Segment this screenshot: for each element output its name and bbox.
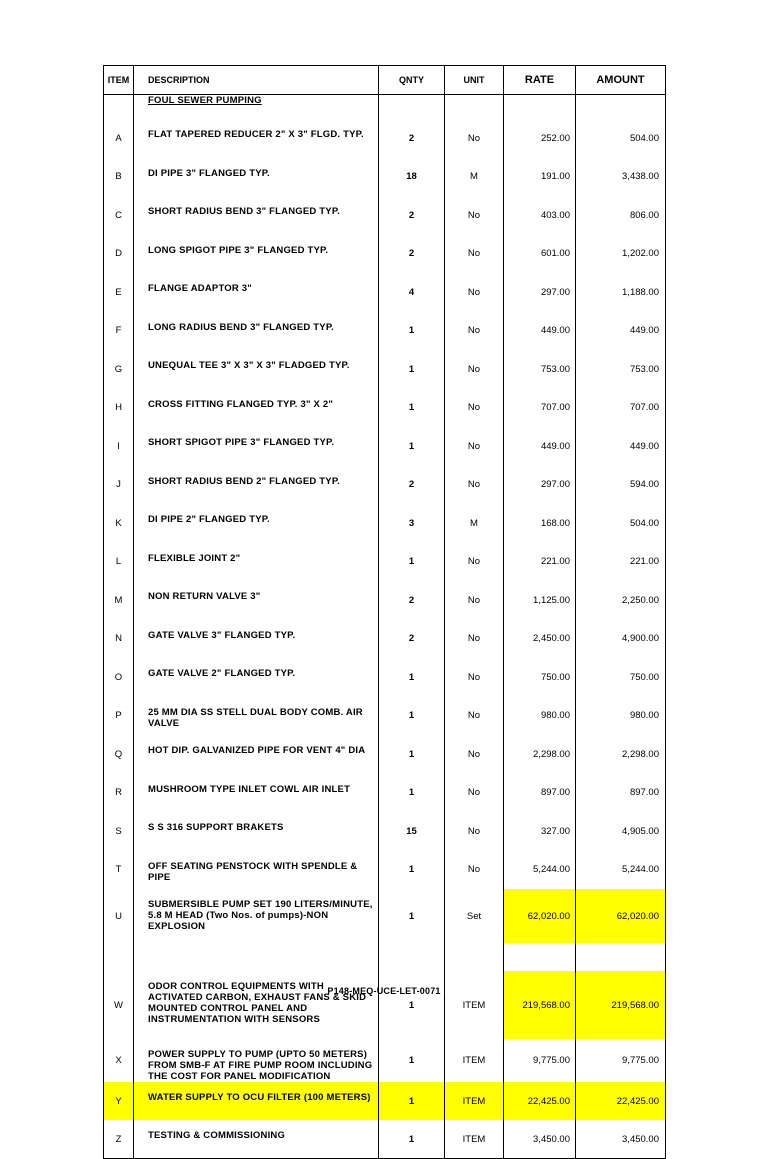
table-row	[104, 620, 666, 659]
qnty-cell: 1	[379, 774, 445, 813]
description-cell: SHORT SPIGOT PIPE 3" FLANGED TYP.	[134, 427, 379, 466]
amount-cell: 1,188.00	[576, 273, 666, 312]
qnty-cell: 3	[379, 504, 445, 543]
document-reference: P148-MEQ-UCE-LET-0071	[327, 986, 441, 996]
description-cell: FLAT TAPERED REDUCER 2" X 3" FLGD. TYP.	[134, 119, 379, 158]
item-cell: N	[104, 620, 134, 659]
table-row	[104, 1120, 666, 1159]
unit-cell: No	[445, 119, 504, 158]
rate-cell: 2,298.00	[504, 735, 576, 774]
amount-cell: 750.00	[576, 658, 666, 697]
table-row	[104, 273, 666, 312]
qnty-cell: 2	[379, 620, 445, 659]
item-cell: K	[104, 504, 134, 543]
table-row	[104, 889, 666, 943]
amount-cell: 2,250.00	[576, 581, 666, 620]
qnty-cell: 1	[379, 1082, 445, 1120]
table-header-row	[104, 66, 666, 95]
table-row	[104, 812, 666, 851]
description-cell: DI PIPE 3" FLANGED TYP.	[134, 158, 379, 197]
amount-cell: 449.00	[576, 427, 666, 466]
description-cell: CROSS FITTING FLANGED TYP. 3" X 2"	[134, 389, 379, 428]
unit-cell: No	[445, 774, 504, 813]
item-cell: U	[104, 889, 134, 943]
table-row	[104, 851, 666, 890]
table-row	[104, 312, 666, 351]
rate-cell: 449.00	[504, 312, 576, 351]
description-cell: TESTING & COMMISSIONING	[134, 1120, 379, 1159]
description-cell: S S 316 SUPPORT BRAKETS	[134, 812, 379, 851]
amount-cell: 219,568.00	[576, 971, 666, 1039]
item-cell: C	[104, 196, 134, 235]
qnty-cell: 2	[379, 466, 445, 505]
table-row	[104, 581, 666, 620]
unit-cell: M	[445, 504, 504, 543]
table-row	[104, 504, 666, 543]
qnty-cell: 2	[379, 581, 445, 620]
qnty-cell: 1	[379, 312, 445, 351]
qnty-cell: 1	[379, 350, 445, 389]
item-cell: J	[104, 466, 134, 505]
rate-cell: 168.00	[504, 504, 576, 543]
qnty-cell: 1	[379, 889, 445, 943]
table-row	[104, 389, 666, 428]
rate-cell: 252.00	[504, 119, 576, 158]
header-rate: RATE	[504, 66, 576, 95]
description-cell: GATE VALVE 3" FLANGED TYP.	[134, 620, 379, 659]
qnty-cell: 2	[379, 119, 445, 158]
item-cell: O	[104, 658, 134, 697]
unit-cell: No	[445, 812, 504, 851]
rate-cell: 750.00	[504, 658, 576, 697]
header-description: DESCRIPTION	[134, 66, 379, 95]
item-cell: G	[104, 350, 134, 389]
amount-cell: 62,020.00	[576, 889, 666, 943]
description-cell: GATE VALVE 2" FLANGED TYP.	[134, 658, 379, 697]
item-cell: X	[104, 1039, 134, 1082]
description-cell: LONG SPIGOT PIPE 3" FLANGED TYP.	[134, 235, 379, 274]
table-row	[104, 1039, 666, 1082]
unit-cell: No	[445, 273, 504, 312]
unit-cell: No	[445, 851, 504, 890]
rate-cell: 297.00	[504, 466, 576, 505]
unit-cell: No	[445, 697, 504, 736]
unit-cell: No	[445, 581, 504, 620]
unit-cell: No	[445, 350, 504, 389]
rate-cell: 897.00	[504, 774, 576, 813]
rate-cell: 3,450.00	[504, 1120, 576, 1159]
table-row	[104, 427, 666, 466]
amount-cell: 4,900.00	[576, 620, 666, 659]
amount-cell: 594.00	[576, 466, 666, 505]
qnty-cell: 1	[379, 851, 445, 890]
rate-cell: 297.00	[504, 273, 576, 312]
description-cell: UNEQUAL TEE 3" X 3" X 3" FLADGED TYP.	[134, 350, 379, 389]
table-row	[104, 735, 666, 774]
amount-cell: 806.00	[576, 196, 666, 235]
unit-cell: No	[445, 312, 504, 351]
unit-cell: Set	[445, 889, 504, 943]
item-cell: L	[104, 543, 134, 582]
qnty-cell: 1	[379, 1039, 445, 1082]
description-cell: 25 MM DIA SS STELL DUAL BODY COMB. AIR VALVE	[134, 697, 379, 736]
table-row	[104, 971, 666, 1039]
description-cell: ODOR CONTROL EQUIPMENTS WITH ACTIVATED CARBON, EXHAUST FANS & SKID MOUNTED CONTROL PANEL AND INSTRUMENTATION WITH SENSORS	[134, 971, 379, 1039]
item-cell: I	[104, 427, 134, 466]
qnty-cell: 1	[379, 543, 445, 582]
description-cell: LONG RADIUS BEND 3" FLANGED TYP.	[134, 312, 379, 351]
item-cell: E	[104, 273, 134, 312]
amount-cell: 753.00	[576, 350, 666, 389]
table-row	[104, 697, 666, 736]
table-row	[104, 543, 666, 582]
item-cell: M	[104, 581, 134, 620]
amount-cell: 5,244.00	[576, 851, 666, 890]
qnty-cell: 1	[379, 697, 445, 736]
qnty-cell: 4	[379, 273, 445, 312]
amount-cell: 2,298.00	[576, 735, 666, 774]
unit-cell: No	[445, 735, 504, 774]
item-cell: A	[104, 119, 134, 158]
item-cell: B	[104, 158, 134, 197]
amount-cell: 504.00	[576, 504, 666, 543]
item-cell: F	[104, 312, 134, 351]
qnty-cell: 15	[379, 812, 445, 851]
rate-cell: 980.00	[504, 697, 576, 736]
qnty-cell: 1	[379, 658, 445, 697]
rate-cell: 221.00	[504, 543, 576, 582]
rate-cell: 9,775.00	[504, 1039, 576, 1082]
amount-cell: 4,905.00	[576, 812, 666, 851]
item-cell: Y	[104, 1082, 134, 1120]
description-cell: HOT DIP. GALVANIZED PIPE FOR VENT 4" DIA	[134, 735, 379, 774]
description-cell: NON RETURN VALVE 3"	[134, 581, 379, 620]
rate-cell: 327.00	[504, 812, 576, 851]
unit-cell: No	[445, 235, 504, 274]
table-row	[104, 466, 666, 505]
item-cell: P	[104, 697, 134, 736]
rate-cell: 219,568.00	[504, 971, 576, 1039]
header-unit: UNIT	[445, 66, 504, 95]
rate-cell: 5,244.00	[504, 851, 576, 890]
description-cell: SHORT RADIUS BEND 2" FLANGED TYP.	[134, 466, 379, 505]
amount-cell: 1,202.00	[576, 235, 666, 274]
description-cell: POWER SUPPLY TO PUMP (UPTO 50 METERS) FROM SMB-F AT FIRE PUMP ROOM INCLUDING THE COST FOR PANEL MODIFICATION	[134, 1039, 379, 1082]
description-cell: WATER SUPPLY TO OCU FILTER (100 METERS)	[134, 1082, 379, 1120]
qnty-cell: 18	[379, 158, 445, 197]
unit-cell: ITEM	[445, 971, 504, 1039]
amount-cell: 897.00	[576, 774, 666, 813]
table-row	[104, 235, 666, 274]
amount-cell: 3,450.00	[576, 1120, 666, 1159]
rate-cell: 753.00	[504, 350, 576, 389]
description-cell: MUSHROOM TYPE INLET COWL AIR INLET	[134, 774, 379, 813]
unit-cell: ITEM	[445, 1082, 504, 1120]
item-cell: R	[104, 774, 134, 813]
rate-cell: 403.00	[504, 196, 576, 235]
description-cell: DI PIPE 2" FLANGED TYP.	[134, 504, 379, 543]
amount-cell: 980.00	[576, 697, 666, 736]
amount-cell: 22,425.00	[576, 1082, 666, 1120]
unit-cell: No	[445, 196, 504, 235]
unit-cell: No	[445, 543, 504, 582]
qnty-cell: 2	[379, 196, 445, 235]
amount-cell: 9,775.00	[576, 1039, 666, 1082]
amount-cell: 221.00	[576, 543, 666, 582]
description-cell: SUBMERSIBLE PUMP SET 190 LITERS/MINUTE, 5.8 M HEAD (Two Nos. of pumps)-NON EXPLOSION	[134, 889, 379, 943]
unit-cell: No	[445, 466, 504, 505]
table-row	[104, 196, 666, 235]
item-cell: W	[104, 971, 134, 1039]
item-cell: Z	[104, 1120, 134, 1159]
item-cell: Q	[104, 735, 134, 774]
header-item: ITEM	[104, 66, 134, 95]
table-row	[104, 658, 666, 697]
spacer-row	[104, 943, 666, 971]
item-cell: D	[104, 235, 134, 274]
amount-cell: 3,438.00	[576, 158, 666, 197]
unit-cell: No	[445, 427, 504, 466]
description-cell: SHORT RADIUS BEND 3" FLANGED TYP.	[134, 196, 379, 235]
unit-cell: ITEM	[445, 1120, 504, 1159]
description-cell: FLANGE ADAPTOR 3"	[134, 273, 379, 312]
qnty-cell: 2	[379, 235, 445, 274]
header-amount: AMOUNT	[576, 66, 666, 95]
amount-cell: 449.00	[576, 312, 666, 351]
table-row	[104, 774, 666, 813]
rate-cell: 449.00	[504, 427, 576, 466]
unit-cell: ITEM	[445, 1039, 504, 1082]
unit-cell: M	[445, 158, 504, 197]
item-cell: S	[104, 812, 134, 851]
rate-cell: 62,020.00	[504, 889, 576, 943]
qnty-cell: 1	[379, 389, 445, 428]
qnty-cell: 1	[379, 427, 445, 466]
unit-cell: No	[445, 658, 504, 697]
qnty-cell: 1	[379, 735, 445, 774]
rate-cell: 1,125.00	[504, 581, 576, 620]
description-cell: OFF SEATING PENSTOCK WITH SPENDLE & PIPE	[134, 851, 379, 890]
rate-cell: 191.00	[504, 158, 576, 197]
section-title: FOUL SEWER PUMPING	[134, 95, 379, 120]
amount-cell: 707.00	[576, 389, 666, 428]
table-row	[104, 158, 666, 197]
item-cell: H	[104, 389, 134, 428]
table-row	[104, 119, 666, 158]
unit-cell: No	[445, 389, 504, 428]
unit-cell: No	[445, 620, 504, 659]
rate-cell: 22,425.00	[504, 1082, 576, 1120]
section-row	[104, 95, 666, 120]
table-row	[104, 1082, 666, 1120]
amount-cell: 504.00	[576, 119, 666, 158]
qnty-cell: 1	[379, 971, 445, 1039]
description-cell: FLEXIBLE JOINT 2"	[134, 543, 379, 582]
item-cell: T	[104, 851, 134, 890]
rate-cell: 707.00	[504, 389, 576, 428]
header-qnty: QNTY	[379, 66, 445, 95]
table-row	[104, 350, 666, 389]
rate-cell: 601.00	[504, 235, 576, 274]
qnty-cell: 1	[379, 1120, 445, 1159]
rate-cell: 2,450.00	[504, 620, 576, 659]
